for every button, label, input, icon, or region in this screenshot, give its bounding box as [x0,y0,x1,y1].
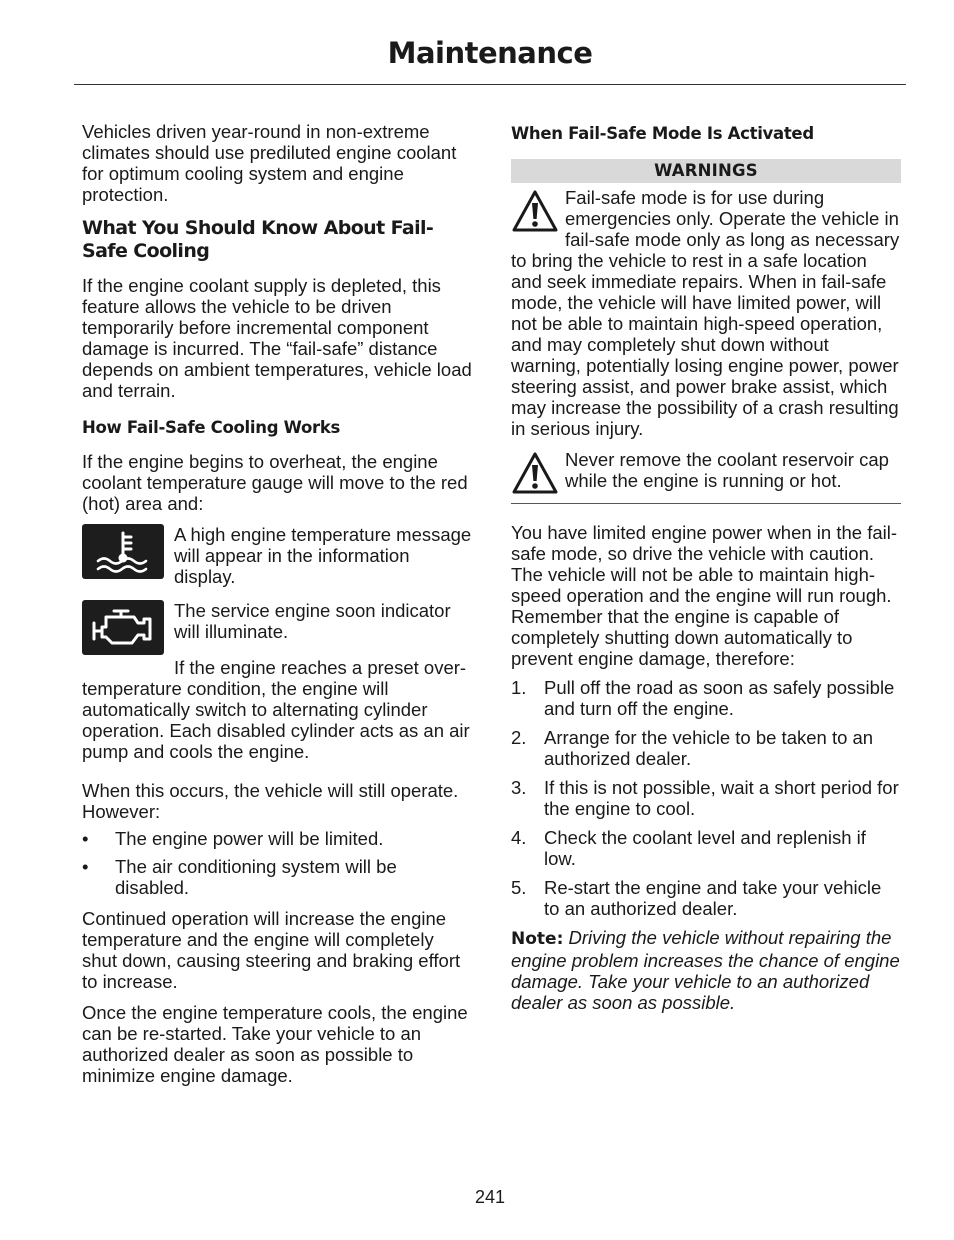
temp-message-text: A high engine temperature message will appear in the information display. [174,524,472,587]
failsafe-heading: What You Should Know About Fail-Safe Cooling [82,217,434,262]
preset-paragraph: If the engine reaches a preset over-temperature condition, the engine will automatically switch to alternating cylinder operation. Each disabled cylinder acts as an air pump and cools the engine. [82,657,470,762]
list-item: 5. Re-start the engine and take your vehicle to an authorized dealer. [511,877,882,919]
bullet-marker: • [82,828,89,849]
warnings-banner: WARNINGS [511,159,901,183]
when-paragraph: When this occurs, the vehicle will still operate. However: [82,780,459,822]
warning-text: Fail-safe mode is for use during emergencies only. Operate the vehicle in fail-safe mode only as long as necessary to bring the vehicle to rest in a safe location and seek immediate repairs. When in fail-safe mode, the vehicle will have limited power, will not be able to maintain high-speed operation, and may completely shut down without warning, potentially losing engine power, power steering assist, and power brake assist, which may increase the possibility of a crash resulting in serious injury. [511,187,900,439]
depleted-paragraph: If the engine coolant supply is depleted, this feature allows the vehicle to be driven temporarily before incremental component damage is incurred. The “fail-safe” distance depends on ambient temperatures, vehicle load and terrain. [82,275,472,401]
page-title: Maintenance [387,36,593,70]
list-item: 2. Arrange for the vehicle to be taken to an authorized dealer. [511,727,874,769]
note-paragraph [511,927,901,1013]
limited-power-paragraph: You have limited engine power when in the fail-safe mode, so drive the vehicle with caution. The vehicle will not be able to maintain high-speed operation and the engine will run rough. Remember that the engine is capable of completely shutting down automatically to prevent engine damage, therefore: [511,522,898,669]
header-divider [74,84,906,85]
intro-paragraph: Vehicles driven year-round in non-extreme climates should use prediluted engine coolant for optimum cooling system and engine protection. [82,121,457,205]
right-column [511,121,901,1013]
limitations-list [82,828,472,898]
list-item: 4. Check the coolant level and replenish if low. [511,827,866,869]
engine-indicator-text: The service engine soon indicator will illuminate. [174,600,451,642]
note-text: Driving the vehicle without repairing the engine problem increases the chance of engine damage. Take your vehicle to an authorized dealer as soon as possible. [511,927,900,1013]
overheat-paragraph: If the engine begins to overheat, the engine coolant temperature gauge will move to the red (hot) area and: [82,451,468,514]
temp-message-row [82,524,472,587]
warning-text: Never remove the coolant reservoir cap while the engine is running or hot. [565,449,889,491]
warning-triangle-icon [511,451,559,495]
engine-indicator-row [82,600,472,655]
warning-item [511,187,901,439]
activated-heading: When Fail-Safe Mode Is Activated [511,124,814,143]
coolant-temperature-icon [82,524,164,579]
check-engine-icon [82,600,164,655]
steps-list [511,677,901,919]
bullet-marker: • [82,856,89,877]
warnings-divider [511,503,901,504]
warning-triangle-icon [511,189,559,233]
list-item: 1. Pull off the road as soon as safely possible and turn off the engine. [511,677,895,719]
list-item: 3. If this is not possible, wait a short period for the engine to cool. [511,777,899,819]
how-heading: How Fail-Safe Cooling Works [82,418,341,437]
note-label: Note: [511,929,564,949]
list-item: • The air conditioning system will be disabled. [82,856,397,898]
warning-item [511,449,901,491]
once-paragraph: Once the engine temperature cools, the engine can be re-started. Take your vehicle to an authorized dealer as soon as possible to minimize engine damage. [82,1002,468,1086]
list-item: • The engine power will be limited. [82,828,384,849]
continued-paragraph: Continued operation will increase the engine temperature and the engine will completely shut down, causing steering and braking effort to increase. [82,908,461,992]
left-column [82,121,472,1096]
page-number: 241 [474,1187,506,1207]
